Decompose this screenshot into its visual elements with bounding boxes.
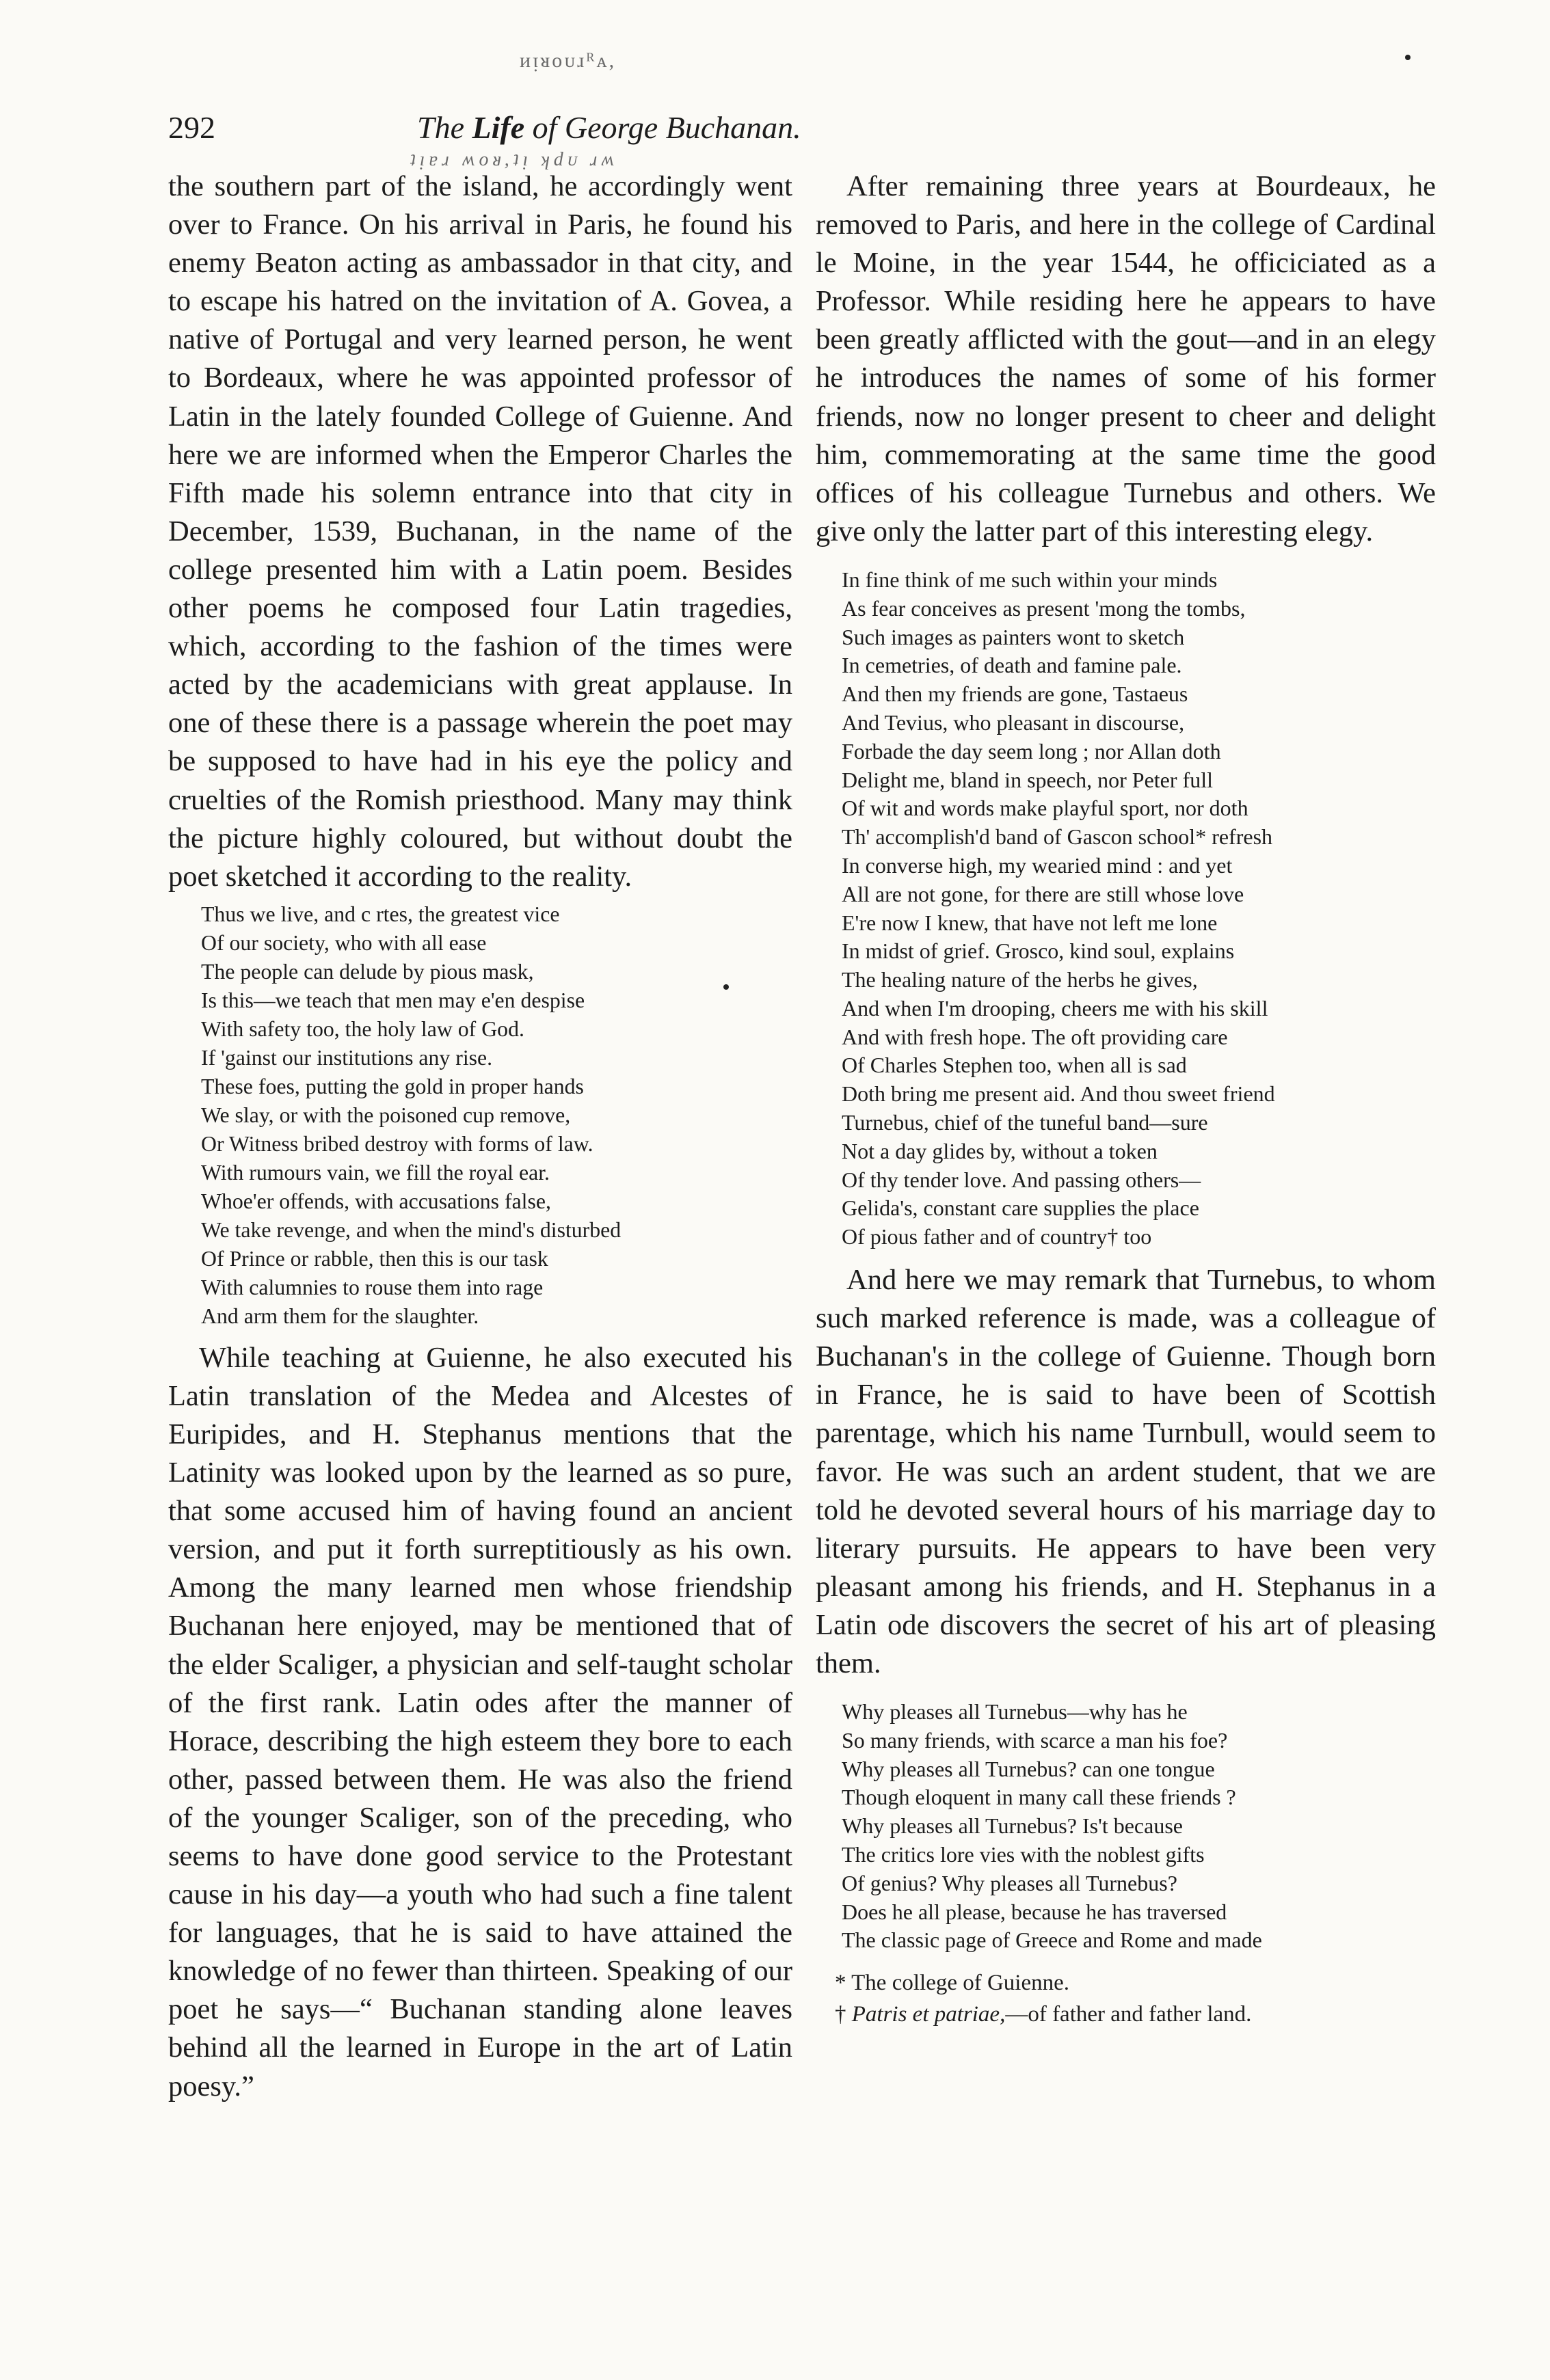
bleed-through-text: ʇᴉɐɹ ʍoᴚ,ʇᴉ ʞdᴜ ɹʍ <box>410 149 619 170</box>
verse-line: And arm them for the slaughter. <box>201 1303 479 1328</box>
verse-line: Delight me, bland in speech, nor Peter full <box>842 767 1213 792</box>
verse-line: And then my friends are gone, Tastaeus <box>842 681 1188 707</box>
verse-block <box>842 566 1436 1252</box>
verse-line: In midst of grief. Grosco, kind soul, explains <box>842 938 1235 964</box>
verse-line: E're now I knew, that have not left me lone <box>842 910 1218 935</box>
right-column <box>816 167 1436 2030</box>
verse-line: These foes, putting the gold in proper hands <box>201 1074 584 1098</box>
verse-line: With rumours vain, we fill the royal ear. <box>201 1160 550 1185</box>
verse-line: In converse high, my wearied mind : and yet <box>842 852 1233 878</box>
verse-line: The classic page of Greece and Rome and made <box>842 1928 1262 1953</box>
verse-line: The critics lore vies with the noblest gifts <box>842 1842 1205 1867</box>
verse-line: Of wit and words make playful sport, nor doth <box>842 796 1248 821</box>
paragraph: After remaining three years at Bourdeaux, he removed to Paris, and here in the college of Cardinal le Moine, in the year 1544, he officiciated as a Professor. While residing here he appears to have been greatly afflicted with the gout—and in an elegy he introduces the names of some of his former friends, now no longer present to cheer and delight him, commemorating at the same time the good offices of his colleague Turnebus and others. We give only the latter part of this interesting elegy. <box>816 170 1436 547</box>
verse-line: Th' accomplish'd band of Gascon school* refresh <box>842 824 1273 850</box>
footnote-mark: † <box>835 2002 852 2027</box>
left-column <box>168 167 792 2106</box>
verse-line: Why pleases all Turnebus? can one tongue <box>842 1756 1215 1781</box>
verse-line: Is this—we teach that men may e'en despise <box>201 988 585 1012</box>
verse-line: Or Witness bribed destroy with forms of law. <box>201 1131 593 1156</box>
verse-line: All are not gone, for there are still whose love <box>842 881 1244 906</box>
verse-line: Of Charles Stephen too, when all is sad <box>842 1053 1187 1078</box>
running-head-life: Life <box>472 110 525 145</box>
verse-line: The healing nature of the herbs he gives, <box>842 967 1198 992</box>
verse-line: If 'gainst our institutions any rise. <box>201 1045 493 1070</box>
verse-line: Why pleases all Turnebus—why has he <box>842 1699 1188 1725</box>
footnotes <box>816 1967 1436 2030</box>
verse-line: Though eloquent in many call these friends ? <box>842 1785 1236 1810</box>
verse-line: We take revenge, and when the mind's disturbed <box>201 1217 622 1242</box>
verse-line: Of thy tender love. And passing others— <box>842 1167 1201 1192</box>
ink-speck <box>723 984 729 990</box>
bleed-through-text: ᴎᴉᴚᴏᴜɹᴿᴀ, <box>520 49 617 72</box>
verse-line: The people can delude by pious mask, <box>201 959 534 984</box>
ink-speck <box>1405 55 1411 60</box>
running-head-the: The <box>417 110 472 145</box>
verse-line: And with fresh hope. The oft providing care <box>842 1024 1228 1049</box>
verse-line: With calumnies to rouse them into rage <box>201 1275 544 1299</box>
running-head <box>417 109 801 146</box>
verse-line: Of pious father and of country† too <box>842 1224 1152 1249</box>
verse-line: And when I'm drooping, cheers me with his skill <box>842 995 1268 1020</box>
verse-line: Of Prince or rabble, then this is our task <box>201 1246 548 1271</box>
paragraph: While teaching at Guienne, he also executed his Latin translation of the Medea and Alcestes of Euripides, and H. Stephanus mentions that the Latinity was looked upon by the learned as so pure, that some accused him of having found an ancient version, and put it forth surreptitiously as his own. Among the many learned men whose friendship Buchanan here enjoyed, may be mentioned that of the elder Scaliger, a physician and self-taught scholar of the first rank. Latin odes after the manner of Horace, describing the high esteem they bore to each other, passed between them. He was also the friend of the younger Scaliger, son of the preceding, who seems to have done good service to the Protestant cause in his day—a youth who had such a fine talent for languages, that he is said to have attained the knowledge of no fewer than thirteen. Speaking of our poet he says—“ Buchanan standing alone leaves behind all the learned in Europe in the art of Latin poesy.” <box>168 1341 792 2102</box>
footnote-gloss: —of father and father land. <box>1005 2002 1252 2027</box>
verse-line: Thus we live, and c rtes, the greatest vice <box>201 902 560 926</box>
verse-block <box>201 900 792 1331</box>
verse-line: We slay, or with the poisoned cup remove, <box>201 1103 571 1127</box>
verse-line: In cemetries, of death and famine pale. <box>842 653 1182 678</box>
verse-line: And Tevius, who pleasant in discourse, <box>842 709 1185 735</box>
page-number: 292 <box>168 110 215 145</box>
paragraph: the southern part of the island, he accordingly went over to France. On his arrival in Paris, he found his enemy Beaton acting as ambassador in that city, and to escape his hatred on the invitation of A. Govea, a native of Portugal and very learned person, he went to Bordeaux, where he was appointed professor of Latin in the lately founded College of Guienne. And here we are informed when the Emperor Charles the Fifth made his solemn entrance into that city in December, 1539, Buchanan, in the name of the college presented him with a Latin poem. Besides other poems he composed four Latin tragedies, which, according to the fashion of the times were acted by the academicians with great applause. In one of these there is a passage wherein the poet may be supposed to have had in his eye the policy and cruelties of the Romish priesthood. Many may think the picture highly coloured, but without doubt the poet sketched it according to the reality. <box>168 170 792 893</box>
verse-line: Gelida's, constant care supplies the place <box>842 1195 1199 1221</box>
verse-block <box>842 1698 1436 1955</box>
verse-line: Of genius? Why pleases all Turnebus? <box>842 1870 1177 1895</box>
verse-line: Forbade the day seem long ; nor Allan doth <box>842 738 1221 763</box>
running-head-rest: of George Buchanan. <box>524 110 801 145</box>
verse-line: Why pleases all Turnebus? Is't because <box>842 1813 1183 1839</box>
verse-line: Doth bring me present aid. And thou sweet friend <box>842 1081 1275 1107</box>
verse-line: Does he all please, because he has traversed <box>842 1899 1227 1924</box>
paragraph: And here we may remark that Turnebus, to whom such marked reference is made, was a colleague of Buchanan's in the college of Guienne. Though born in France, he is said to have been of Scottish parentage, which his name Turnbull, would seem to favor. He was such an ardent student, that we are told he devoted several hours of his marriage day to literary pursuits. He appears to have been very pleasant among his friends, and H. Stephanus in a Latin ode discovers the secret of his art of pleasing them. <box>816 1264 1436 1679</box>
verse-line: Whoe'er offends, with accusations false, <box>201 1189 551 1213</box>
footnote: * The college of Guienne. <box>835 1971 1070 1996</box>
verse-line: Such images as painters wont to sketch <box>842 624 1185 649</box>
verse-line: In fine think of me such within your minds <box>842 567 1218 592</box>
verse-line: With safety too, the holy law of God. <box>201 1016 524 1041</box>
verse-line: Not a day glides by, without a token <box>842 1138 1158 1163</box>
footnote <box>835 1999 1436 2030</box>
verse-line: As fear conceives as present 'mong the tombs, <box>842 595 1246 621</box>
verse-line: Turnebus, chief of the tuneful band—sure <box>842 1110 1208 1135</box>
verse-line: Of our society, who with all ease <box>201 930 487 955</box>
footnote-latin: Patris et patriae, <box>851 2002 1006 2027</box>
verse-line: So many friends, with scarce a man his foe? <box>842 1727 1228 1753</box>
